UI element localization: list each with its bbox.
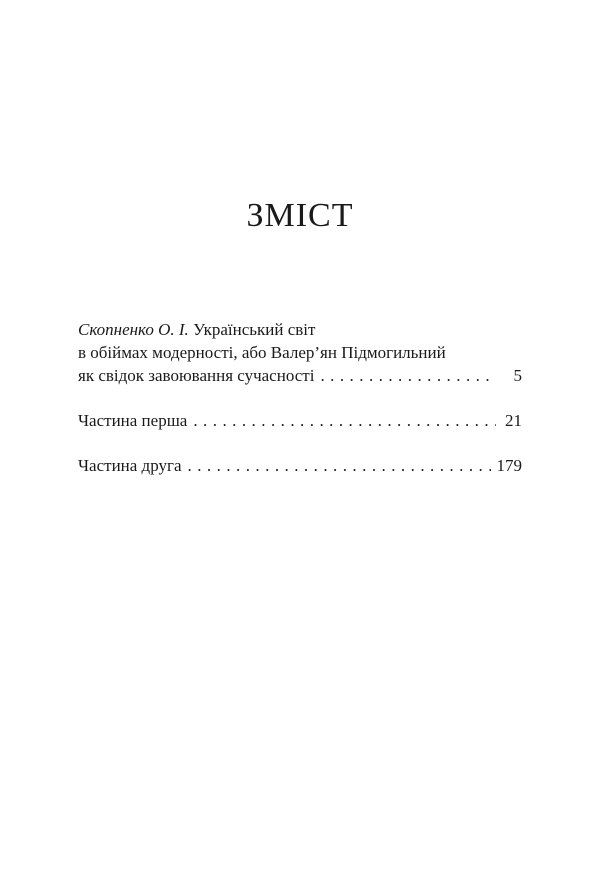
entry-page-number: 179 [496, 456, 522, 475]
toc-entry-line [78, 341, 522, 364]
contents-heading: ЗМІСТ [246, 197, 354, 234]
toc-entry-part-one[interactable] [78, 409, 522, 432]
entry-title-line-2: в обіймах модерності, або Валер’ян Підмогильний [78, 343, 446, 362]
toc-entry-part-two[interactable] [78, 454, 522, 477]
entry-title: Частина друга [78, 456, 182, 475]
entry-page-number: 21 [505, 411, 522, 430]
toc-entry-introduction[interactable] [78, 318, 522, 387]
toc-entry-line [78, 364, 522, 387]
dot-leader [188, 454, 491, 477]
dot-leader [193, 409, 496, 432]
toc-entry-line [78, 454, 522, 477]
entry-page-number: 5 [513, 366, 522, 385]
entry-author: Скопненко О. І. [78, 320, 189, 339]
entry-title-line-1: Український світ [193, 320, 316, 339]
table-of-contents [78, 318, 522, 477]
toc-entry-line [78, 409, 522, 432]
dot-leader [320, 364, 496, 387]
entry-title-line-3: як свідок завоювання сучасності [78, 366, 315, 385]
toc-entry-line [78, 318, 522, 341]
entry-title: Частина перша [78, 411, 188, 430]
